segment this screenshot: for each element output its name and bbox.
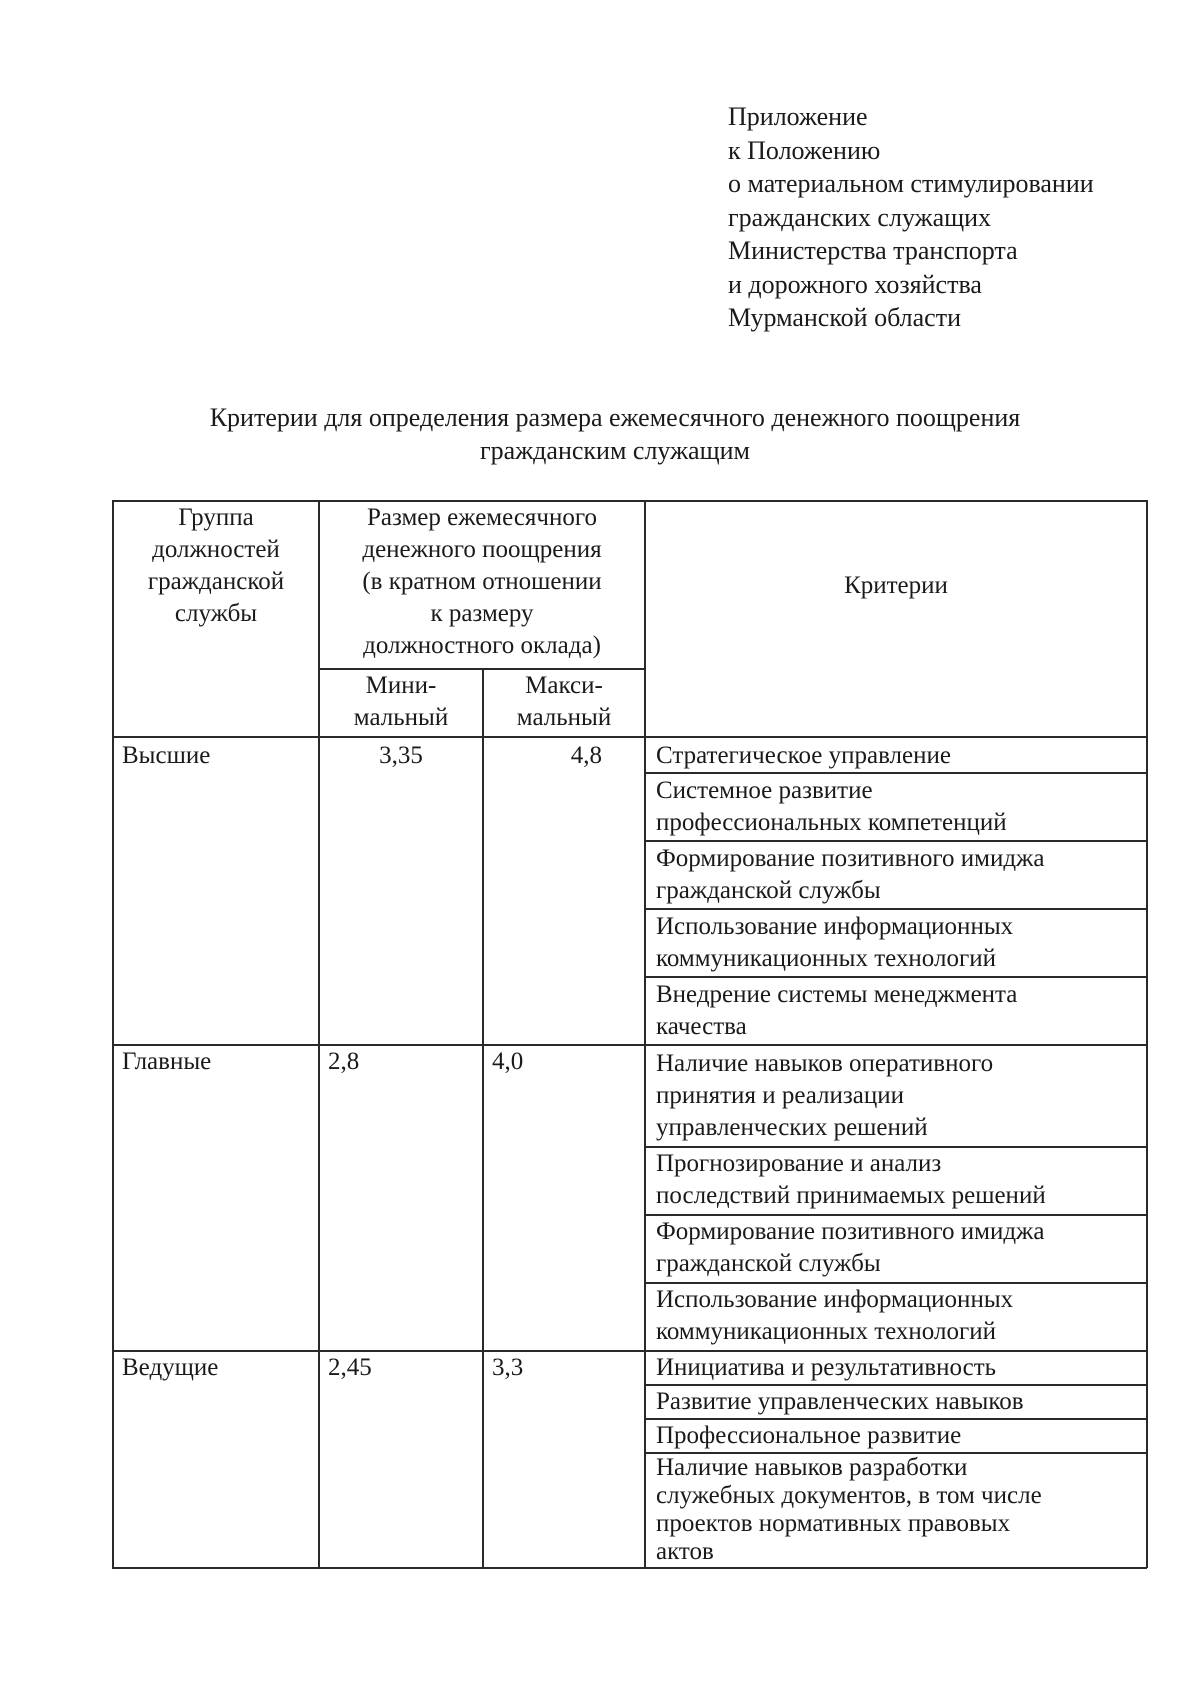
header-line: (в кратном отношении [362,568,602,595]
criterion-line: Системное развитие [656,777,873,804]
criterion-line: Формирование позитивного имиджа [656,1218,1045,1245]
appendix-line: о материальном стимулировании [728,169,1094,198]
document-title [150,401,1080,467]
header-position-group [114,502,318,630]
header-line: гражданской [147,568,285,595]
document-title-line: гражданским служащим [480,436,750,465]
criterion-line: Наличие навыков разработки [656,1454,968,1481]
table-rule [112,1567,1147,1569]
criterion-item [646,1048,1146,1144]
min-value: 2,45 [328,1354,372,1381]
table-rule [482,668,484,1568]
criterion-line: гражданской службы [656,1250,881,1277]
group-name: Главные [122,1048,212,1075]
criterion-line: Развитие управленческих навыков [656,1388,1024,1415]
document-title-line: Критерии для определения размера ежемесячного денежного поощрения [209,403,1021,432]
appendix-block [728,100,1094,335]
table-rule [1146,500,1148,1568]
criterion-item [646,1454,1146,1566]
min-value: 3,35 [379,742,423,769]
criterion-item [646,843,1146,907]
criterion-line: коммуникационных технологий [656,1318,996,1345]
criterion-item [646,1352,1146,1384]
max-value: 4,0 [492,1048,524,1075]
criterion-item [646,1420,1146,1452]
appendix-line: гражданских служащих [728,202,992,232]
header-minimum [320,670,482,734]
header-line: Мини- [365,672,437,699]
criterion-line: гражданской службы [656,877,881,904]
criterion-item [646,1386,1146,1418]
criterion-line: последствий принимаемых решений [656,1182,1046,1209]
criterion-line: Стратегическое управление [656,742,951,769]
criterion-item [646,740,1146,772]
header-line: мальный [353,704,449,731]
criterion-item [646,979,1146,1043]
criterion-line: качества [656,1013,747,1040]
header-line: к размеру [430,600,534,627]
criterion-line: служебных документов, в том числе [656,1482,1042,1509]
header-line: мальный [516,704,612,731]
header-line: должностей [152,536,280,563]
criterion-item [646,1148,1146,1212]
table-rule [644,772,1147,774]
appendix-line: Мурманской области [728,303,961,332]
criterion-line: коммуникационных технологий [656,945,996,972]
criterion-line: Использование информационных [656,1286,1014,1313]
criterion-line: Использование информационных [656,913,1014,940]
table-rule [644,908,1147,910]
header-line: службы [174,600,258,627]
header-line: Группа [178,504,254,531]
appendix-line: Министерства транспорта [728,236,1018,265]
criterion-line: профессиональных компетенций [656,809,1007,836]
header-bonus-size [320,502,644,662]
criterion-line: Профессиональное развитие [656,1422,962,1449]
criteria-table [112,500,1147,1568]
criterion-line: управленческих решений [656,1114,928,1141]
group-name: Высшие [122,742,211,769]
max-value: 3,3 [492,1354,524,1381]
criterion-line: актов [656,1538,714,1565]
header-maximum [484,670,644,734]
table-rule [112,736,1147,738]
min-value: 2,8 [328,1048,360,1075]
criterion-line: Внедрение системы менеджмента [656,981,1018,1008]
header-line: денежного поощрения [362,536,602,563]
table-rule [644,976,1147,978]
table-rule [112,1044,1147,1046]
table-rule [112,500,114,1568]
criterion-item [646,775,1146,839]
criterion-line: Инициатива и результативность [656,1354,997,1381]
appendix-line: и дорожного хозяйства [728,269,982,299]
appendix-line: Приложение [728,102,868,131]
criterion-line: Прогнозирование и анализ [656,1150,942,1177]
header-line: Макси- [525,672,603,699]
criterion-line: Формирование позитивного имиджа [656,845,1045,872]
criterion-item [646,1284,1146,1348]
criterion-line: Наличие навыков оперативного [656,1050,994,1077]
header-line: Размер ежемесячного [366,504,598,531]
header-criteria: Критерии [844,572,948,599]
criterion-item [646,911,1146,975]
header-line: должностного оклада) [363,632,601,659]
criterion-line: проектов нормативных правовых [656,1510,1011,1537]
max-value: 4,8 [570,742,602,769]
criterion-line: принятия и реализации [656,1082,904,1109]
criterion-item [646,1216,1146,1280]
table-rule [644,840,1147,842]
appendix-line: к Положению [728,135,881,165]
group-name: Ведущие [122,1354,219,1381]
